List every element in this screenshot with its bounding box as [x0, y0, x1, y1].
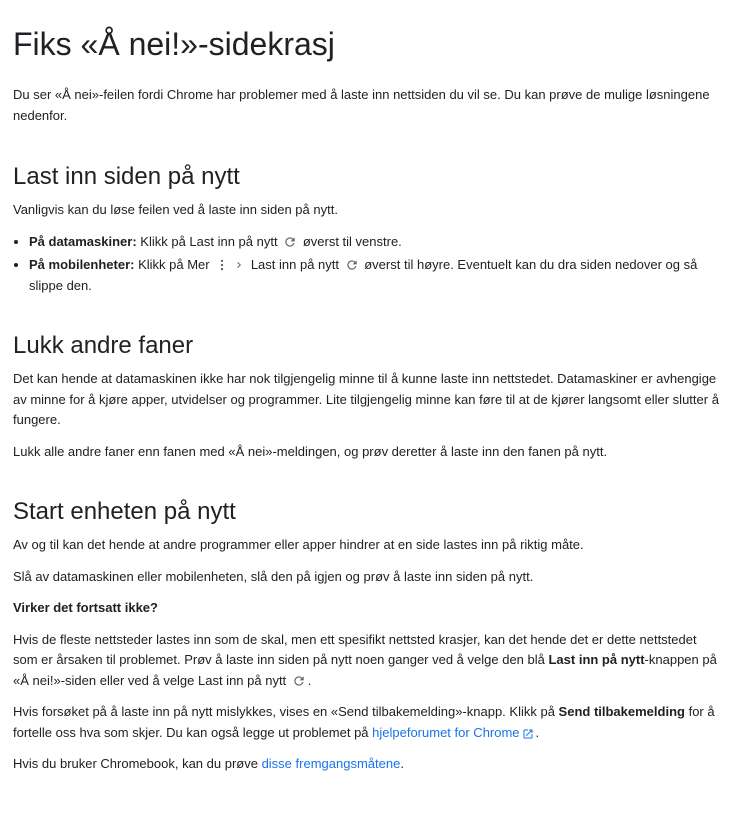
reload-icon	[283, 235, 297, 249]
desktop-label: På datamaskiner:	[29, 233, 137, 249]
restart-paragraph-2: Slå av datamaskinen eller mobilenheten, slå den på igjen og prøv å laste inn siden på nytt.	[13, 568, 534, 584]
p4-text-end: .	[535, 724, 540, 740]
p3-text: Hvis de fleste nettsteder lastes inn som de skal, men ett spesifikt nettsted krasjer, kan det hende det er dette nettstedet som er årsaken til problemet. Prøv å laste inn siden på nytt noen ganger ved å velge den blå	[13, 631, 697, 667]
p3-bold: Last inn på nytt	[548, 652, 645, 667]
p5-text: Hvis du bruker Chromebook, kan du prøve	[13, 756, 262, 771]
p4-text: Hvis forsøket på å laste inn på nytt mislykkes, vises en «Send tilbakemelding»-knapp. Klikk på	[13, 704, 559, 719]
still-not-working-heading	[13, 598, 724, 619]
mobile-label: På mobilenheter:	[29, 257, 135, 272]
desktop-text-end: øverst til venstre.	[299, 233, 402, 249]
chromebook-steps-link[interactable]: disse fremgangsmåtene	[261, 756, 401, 771]
reload-steps-list	[13, 232, 724, 297]
restart-paragraph-3	[13, 630, 724, 692]
tabs-heading: Lukk andre faner	[13, 332, 194, 359]
tabs-paragraph-2: Lukk alle andre faner enn fanen med «Å nei»-meldingen, og prøv deretter å laste inn den fanen på nytt.	[13, 443, 608, 459]
restart-paragraph-1: Av og til kan det hende at andre programmer eller apper hindrer at en side lastes inn på riktig måte.	[13, 537, 584, 552]
more-vert-icon	[215, 258, 229, 272]
still-not-working-label: Virker det fortsatt ikke?	[13, 600, 158, 615]
restart-paragraph-5	[13, 754, 724, 775]
p3-text-end: .	[307, 672, 312, 688]
page-title: Fiks «Å nei!»-sidekrasj	[13, 26, 335, 62]
mobile-text-mid: Last inn på nytt	[247, 257, 343, 272]
chevron-right-icon	[233, 258, 245, 272]
reload-icon	[345, 258, 359, 272]
list-item	[29, 255, 724, 296]
p3-text-mid: -knappen på «Å nei!»-siden eller ved å velge Last inn på nytt	[13, 652, 717, 688]
help-forum-link[interactable]	[372, 725, 535, 740]
list-item	[29, 232, 724, 253]
tabs-paragraph-1: Det kan hende at datamaskinen ikke har nok tilgjengelig minne til å kunne laste inn nettstedet. Datamaskiner er avhengige av minne for å kjøre apper, utvidelser og programmer. Lite tilgjengelig minne kan føre til at de kjører langsomt eller slutter å fungere.	[13, 371, 719, 427]
reload-heading: Last inn siden på nytt	[13, 163, 240, 190]
mobile-text: Klikk på Mer	[134, 257, 214, 272]
desktop-text: Klikk på Last inn på nytt	[136, 233, 282, 249]
restart-paragraph-4	[13, 702, 724, 743]
restart-heading: Start enheten på nytt	[13, 498, 236, 525]
help-forum-link-label[interactable]: hjelpeforumet for Chrome	[372, 724, 520, 740]
mobile-text-end: øverst til høyre. Eventuelt kan du dra siden nedover og så slippe den.	[29, 257, 698, 293]
intro-text: Du ser «Å nei»-feilen fordi Chrome har problemer med å laste inn nettsiden du vil se. Du kan prøve de mulige løsningene nedenfor.	[13, 87, 710, 123]
external-link-icon[interactable]	[522, 728, 534, 740]
p4-bold: Send tilbakemelding	[558, 704, 685, 719]
reload-text: Vanligvis kan du løse feilen ved å laste inn siden på nytt.	[13, 202, 338, 217]
p5-text-end: .	[400, 756, 404, 771]
p4-text-mid: for å fortelle oss hva som skjer. Du kan også legge ut problemet på	[13, 704, 715, 740]
reload-icon	[292, 674, 306, 688]
